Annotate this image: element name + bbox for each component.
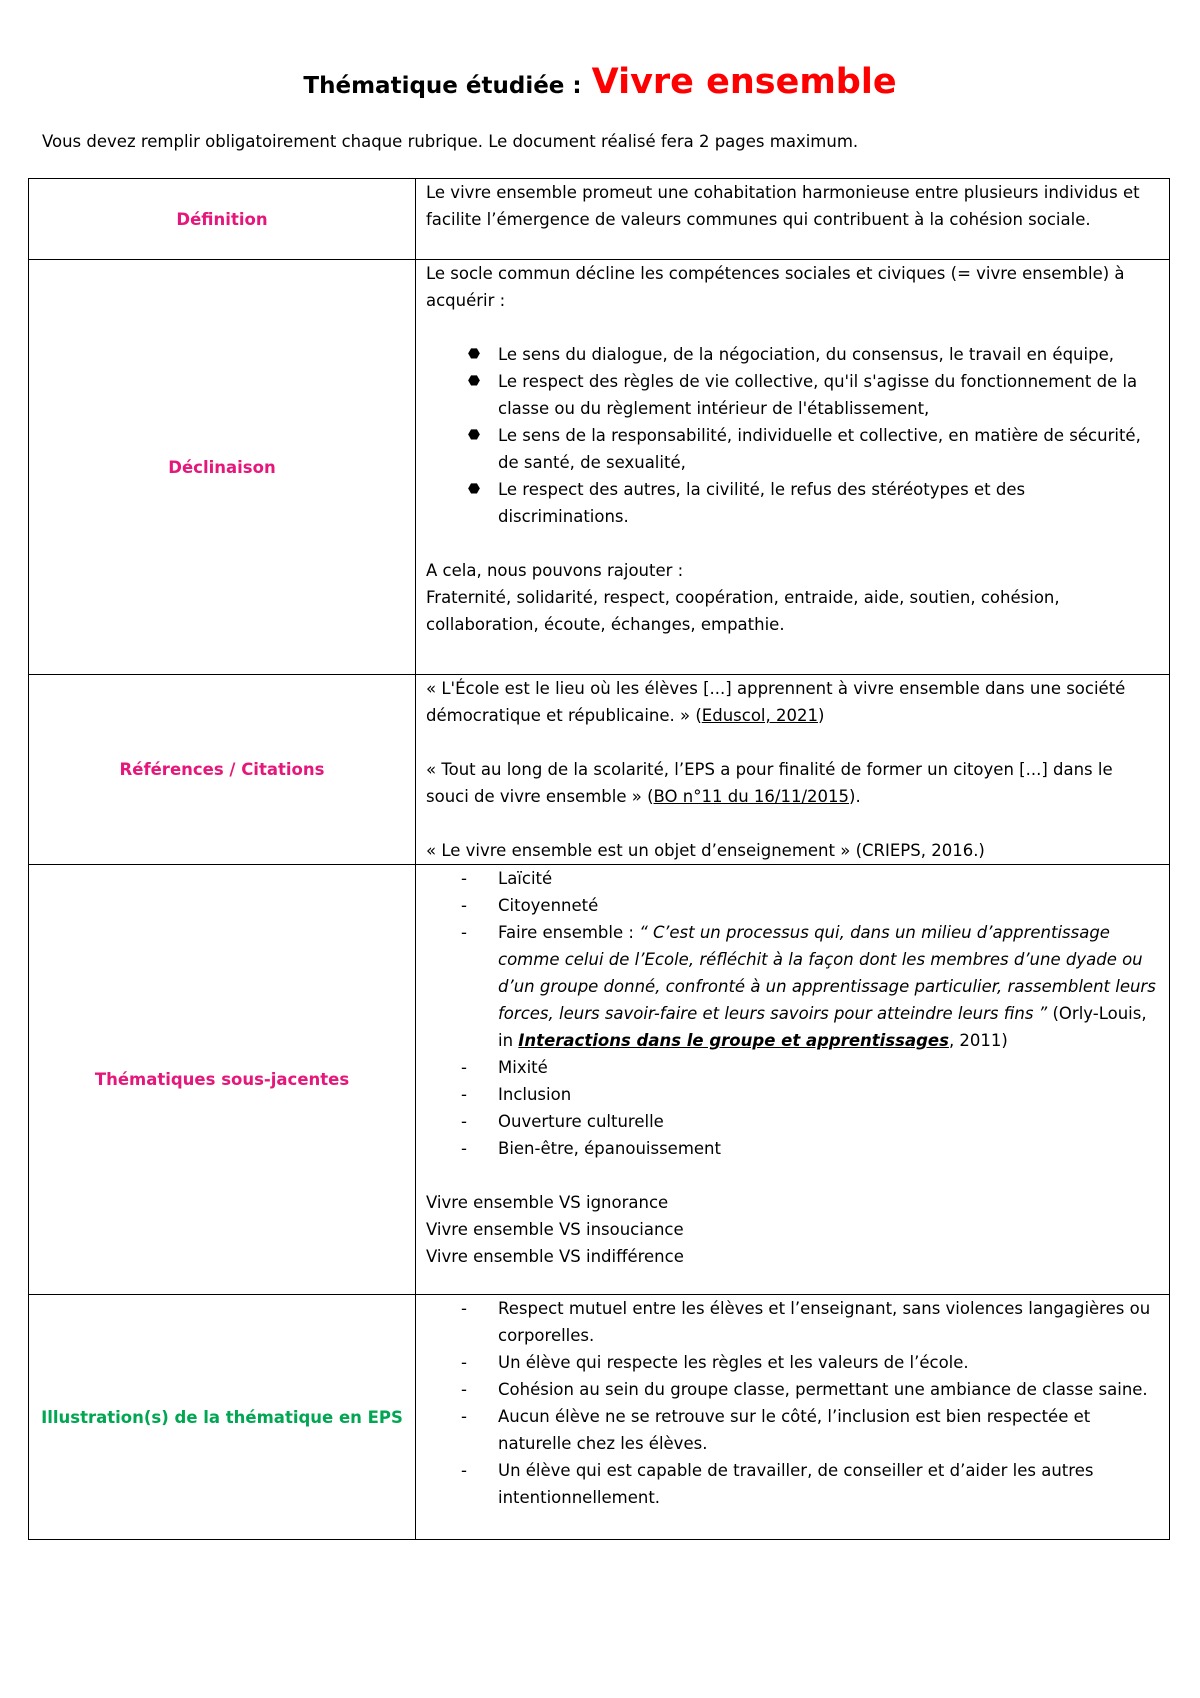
content-illustrations: [416, 1295, 1170, 1540]
list-item: ⬣ Le sens de la responsabilité, individuelle et collective, en matière de sécurité, de santé, de sexualité,: [426, 422, 1159, 476]
bullet-icon: ⬣: [467, 373, 481, 389]
page-title: [0, 62, 1200, 102]
content-references: [416, 675, 1170, 865]
list-item: - Bien-être, épanouissement: [461, 1139, 721, 1158]
content-thematiques: [416, 865, 1170, 1295]
declinaison-bullets: [426, 341, 1159, 530]
book-title: Interactions dans le groupe et apprentissages: [518, 1031, 949, 1050]
versus-line: Vivre ensemble VS ignorance: [426, 1193, 669, 1212]
list-item: - Laïcité: [461, 869, 553, 888]
table-row-declinaison: [29, 260, 1170, 675]
list-item: - Aucun élève ne se retrouve sur le côté, l’inclusion est bien respectée et naturelle chez les élèves.: [461, 1407, 1091, 1453]
declinaison-add-list: Fraternité, solidarité, respect, coopération, entraide, aide, soutien, cohésion, collaboration, écoute, échanges, empathie.: [426, 588, 1060, 634]
instructions-text: Vous devez remplir obligatoirement chaque rubrique. Le document réalisé fera 2 pages maximum.: [42, 132, 859, 151]
bullet-icon: ⬣: [467, 427, 481, 443]
bullet-icon: ⬣: [467, 481, 481, 497]
list-item: ⬣ Le respect des autres, la civilité, le refus des stéréotypes et des discriminations.: [426, 476, 1159, 530]
label-references: Références / Citations: [29, 675, 416, 865]
list-item: - Inclusion: [461, 1085, 572, 1104]
source-link-bo[interactable]: BO n°11 du 16/11/2015: [653, 787, 850, 806]
list-item: - Faire ensemble : “ C’est un processus qui, dans un milieu d’apprentissage comme celui de l’Ecole, réfléchit à la façon dont les membres d’une dyade ou d’un groupe donné, confronté à un apprentissage particulier, rassemblent leurs forces, leurs savoir-faire et leurs savoirs pour atteindre leurs fins ” (Orly-Louis, in Interactions dans le groupe et apprentissages, 2011): [461, 923, 1156, 1050]
list-item: - Un élève qui est capable de travailler, de conseiller et d’aider les autres intentionnellement.: [461, 1461, 1094, 1507]
list-item: - Un élève qui respecte les règles et les valeurs de l’école.: [461, 1353, 969, 1372]
list-item: ⬣ Le respect des règles de vie collective, qu'il s'agisse du fonctionnement de la classe ou du règlement intérieur de l'établissement,: [426, 368, 1159, 422]
table-row-thematiques: [29, 865, 1170, 1295]
label-illustrations: Illustration(s) de la thématique en EPS: [29, 1295, 416, 1540]
versus-line: Vivre ensemble VS insouciance: [426, 1220, 684, 1239]
list-item: - Citoyenneté: [461, 896, 599, 915]
list-item: - Mixité: [461, 1058, 548, 1077]
thematiques-list: [426, 865, 1159, 1162]
label-definition: Définition: [29, 179, 416, 260]
list-item: - Respect mutuel entre les élèves et l’enseignant, sans violences langagières ou corporelles.: [461, 1299, 1151, 1345]
table-row-references: [29, 675, 1170, 865]
thematic-table: [28, 178, 1170, 1540]
quote-eduscol: « L'École est le lieu où les élèves [...] apprennent à vivre ensemble dans une société démocratique et républicaine. » (Eduscol, 2021): [426, 679, 1126, 725]
declinaison-add-intro: A cela, nous pouvons rajouter :: [426, 561, 684, 580]
list-item: - Ouverture culturelle: [461, 1112, 664, 1131]
quote-crieps: « Le vivre ensemble est un objet d’enseignement » (CRIEPS, 2016.): [426, 841, 985, 860]
list-item: ⬣ Le sens du dialogue, de la négociation, du consensus, le travail en équipe,: [426, 341, 1159, 368]
illustrations-list: [426, 1295, 1159, 1511]
title-prefix: Thématique étudiée :: [303, 73, 582, 99]
table-row-illustrations: [29, 1295, 1170, 1540]
content-definition: [416, 179, 1170, 260]
declinaison-intro: Le socle commun décline les compétences sociales et civiques (= vivre ensemble) à acquérir :: [426, 264, 1125, 310]
label-thematiques: Thématiques sous-jacentes: [29, 865, 416, 1295]
faire-ensemble-quote: “ C’est un processus qui, dans un milieu d’apprentissage comme celui de l’Ecole, réfléchit à la façon dont les membres d’une dyade ou d’un groupe donné, confronté à un apprentissage particulier, rassemblent leurs forces, leurs savoir-faire et leurs savoirs pour atteindre leurs fins ”: [498, 923, 1156, 1023]
source-link-eduscol[interactable]: Eduscol, 2021: [701, 706, 818, 725]
label-declinaison: Déclinaison: [29, 260, 416, 675]
content-declinaison: [416, 260, 1170, 675]
quote-bo: « Tout au long de la scolarité, l’EPS a pour finalité de former un citoyen [...] dans le souci de vivre ensemble » (BO n°11 du 16/11/2015).: [426, 760, 1113, 806]
bullet-icon: ⬣: [467, 346, 481, 362]
table-row-definition: [29, 179, 1170, 260]
definition-text: Le vivre ensemble promeut une cohabitation harmonieuse entre plusieurs individus et facilite l’émergence de valeurs communes qui contribuent à la cohésion sociale.: [426, 183, 1140, 229]
title-theme: Vivre ensemble: [591, 62, 897, 102]
versus-line: Vivre ensemble VS indifférence: [426, 1247, 684, 1266]
list-item: - Cohésion au sein du groupe classe, permettant une ambiance de classe saine.: [461, 1380, 1148, 1399]
